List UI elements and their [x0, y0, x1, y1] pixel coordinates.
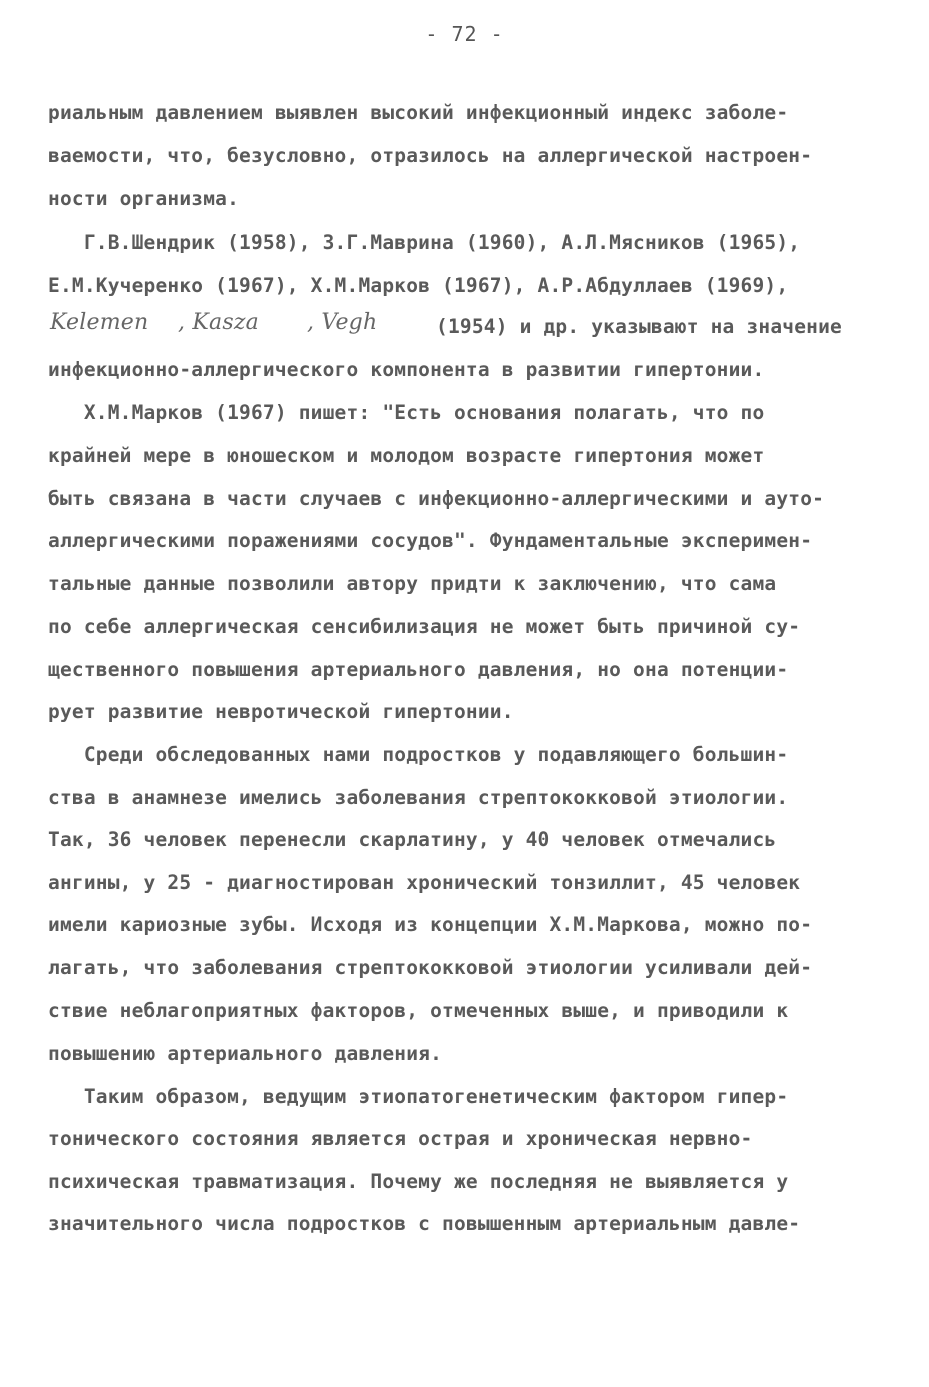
text-line: ангины, у 25 - диагностирован хронический тонзиллит, 45 человек [48, 871, 801, 894]
text-line: Е.М.Кучеренко (1967), Х.М.Марков (1967), А.Р.Абдуллаев (1969), [48, 274, 789, 297]
text-line: психическая травматизация. Почему же последняя не выявляется у [48, 1170, 789, 1193]
text-line: крайней мере в юношеском и молодом возрасте гипертония может [48, 444, 765, 467]
handwritten-name: , Kasza [178, 310, 259, 335]
text-line: тальные данные позволили автору придти к заключению, что сама [48, 572, 777, 595]
text-line: тонического состояния является острая и хроническая нервно- [48, 1127, 753, 1150]
text-line: повышению артериального давления. [48, 1042, 443, 1065]
text-line: ствие неблагоприятных факторов, отмеченных выше, и приводили к [48, 999, 789, 1022]
text-line: Так, 36 человек перенесли скарлатину, у 40 человек отмечались [48, 828, 777, 851]
handwritten-name: Kelemen [50, 310, 149, 335]
text-line: инфекционно-аллергического компонента в развитии гипертонии. [48, 358, 765, 381]
text-line: риальным давлением выявлен высокий инфекционный индекс заболе- [48, 101, 789, 124]
text-line: значительного числа подростков с повышенным артериальным давле- [48, 1212, 801, 1235]
text-line: (1954) и др. указывают на значение [436, 315, 842, 338]
text-line: лагать, что заболевания стрептококковой этиологии усиливали дей- [48, 956, 813, 979]
text-line: имели кариозные зубы. Исходя из концепции Х.М.Маркова, можно по- [48, 913, 813, 936]
text-line: Среди обследованных нами подростков у подавляющего большин- [48, 743, 789, 766]
text-line: щественного повышения артериального давления, но она потенции- [48, 658, 789, 681]
text-line: ности организма. [48, 187, 240, 210]
text-line: Таким образом, ведущим этиопатогенетическим фактором гипер- [48, 1085, 789, 1108]
text-line: ства в анамнезе имелись заболевания стрептококковой этиологии. [48, 786, 789, 809]
text-line: по себе аллергическая сенсибилизация не может быть причиной су- [48, 615, 801, 638]
page-number: - 72 - [425, 22, 504, 46]
text-line: быть связана в части случаев с инфекционно-аллергическими и ауто- [48, 487, 825, 510]
handwritten-name: , Vegh [307, 310, 378, 335]
text-line: ваемости, что, безусловно, отразилось на аллергической настроен- [48, 144, 813, 167]
text-line: Г.В.Шендрик (1958), З.Г.Маврина (1960), А.Л.Мясников (1965), [48, 231, 801, 254]
text-line: Х.М.Марков (1967) пишет: "Есть основания полагать, что по [48, 401, 765, 424]
text-line: аллергическими поражениями сосудов". Фундаментальные эксперимен- [48, 529, 813, 552]
text-line: рует развитие невротической гипертонии. [48, 700, 514, 723]
